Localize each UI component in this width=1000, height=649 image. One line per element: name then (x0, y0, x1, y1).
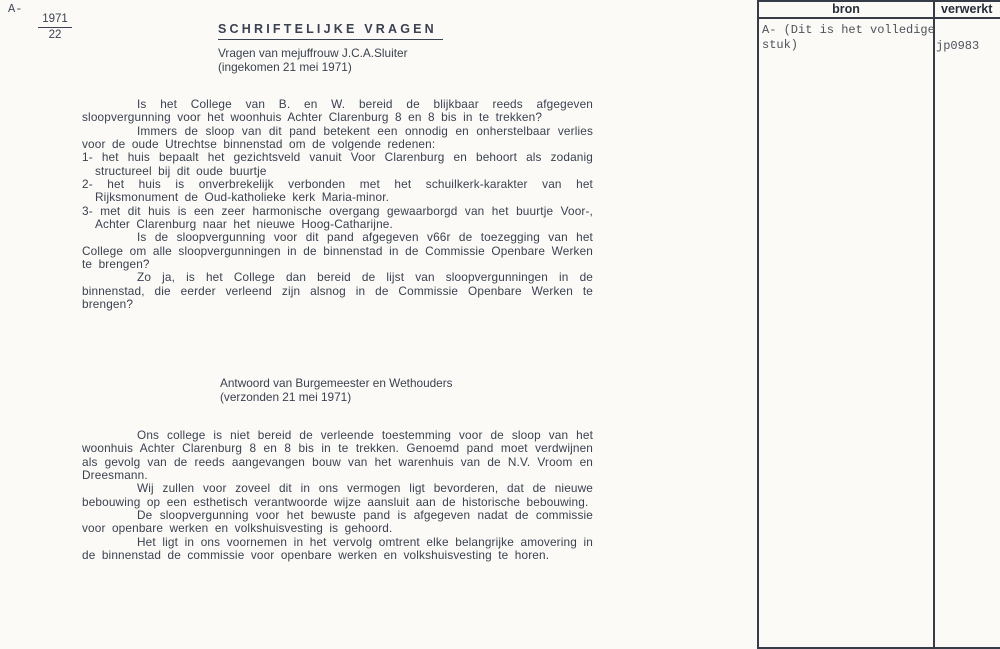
question-paragraph: Zo ja, is het College dan bereid de lijst van sloopvergunningen in de binnenstad, die eerder verleend zijn alsnog in de Commissie Openbare Werken te brengen? (82, 270, 593, 312)
answer-paragraph: Ons college is niet bereid de verleende toestemming voor de sloop van het woonhuis Achter Clarenburg 8 en 8 bis in te trekken. Genoemd pand moet verdwijnen als gevolg van de reeds aangevangen bouw van het warenhuis van de N.V. Vroom en Dreesmann. (82, 428, 593, 483)
archive-corner-code: A- (8, 2, 23, 16)
document-heading (218, 20, 443, 74)
question-section (82, 98, 593, 312)
verwerkt-code: jp0983 (936, 39, 980, 53)
answer-heading-line: Antwoord van Burgemeester en Wethouders (220, 376, 453, 390)
question-paragraph: Is het College van B. en W. bereid de blijkbaar reeds afgegeven sloopvergunning voor het woonhuis Achter Clarenburg 8 en 8 bis in te trekken? (82, 97, 593, 125)
column-divider-line (933, 2, 935, 647)
docket-number (38, 13, 72, 42)
subtitle-line: (ingekomen 21 mei 1971) (218, 59, 352, 74)
question-list-item: 3- met dit huis is een zeer harmonische overgang gewaarborgd van het buurtje Voor-, Achter Clarenburg naar het nieuwe Hoog-Catharijne. (82, 203, 593, 232)
registry-table (757, 0, 1000, 649)
question-list-item: 2- het huis is onverbrekelijk verbonden met het schuilkerk-karakter van het Rijksmonument de Oud-katholieke kerk Maria-minor. (82, 177, 593, 205)
answer-heading (220, 377, 453, 405)
question-paragraph: Immers de sloop van dit pand betekent een onnodig en onherstelbaar verlies voor de oude Utrechtse binnenstad om de volgende redenen: (82, 123, 593, 152)
document-title: SCHRIFTELIJKE VRAGEN (218, 22, 443, 40)
question-paragraph: Is de sloopvergunning voor dit pand afgegeven v66r de toezegging van het College om alle sloopvergunningen in de binnenstad in de Commissie Openbare Werken te brengen? (82, 230, 593, 272)
document-subtitle (218, 47, 443, 74)
registry-table-header (759, 2, 1000, 19)
question-reason-list (82, 151, 593, 231)
subtitle-line: Vragen van mejuffrouw J.C.A.Sluiter (218, 46, 408, 60)
answer-paragraph: De sloopvergunning voor het bewuste pand is afgegeven nadat de commissie voor openbare werken en volkshuisvesting is gehoord. (82, 508, 593, 536)
docket-year: 1971 (38, 13, 72, 28)
answer-paragraph: Wij zullen voor zoveel dit in ons vermogen ligt bevorderen, dat de nieuwe bebouwing op een esthetisch verantwoorde wijze aansluit aan de historische bebouwing. (82, 481, 593, 509)
answer-paragraph: Het ligt in ons voornemen in het vervolg omtrent elke belangrijke amovering in de binnenstad de commissie voor openbare werken en volkshuisvesting te horen. (82, 534, 593, 563)
column-header-bron: bron (832, 2, 860, 16)
bron-note: A- (Dit is het volledige stuk) (762, 23, 935, 52)
docket-sequence-number: 22 (48, 29, 62, 41)
column-header-verwerkt: verwerkt (941, 2, 993, 16)
question-list-item: 1- het huis bepaalt het gezichtsveld vanuit Voor Clarenburg en behoort als zodanig structureel bij dit oude buurtje (82, 150, 593, 178)
answer-heading-line: (verzonden 21 mei 1971) (220, 389, 352, 404)
answer-section (82, 429, 593, 562)
